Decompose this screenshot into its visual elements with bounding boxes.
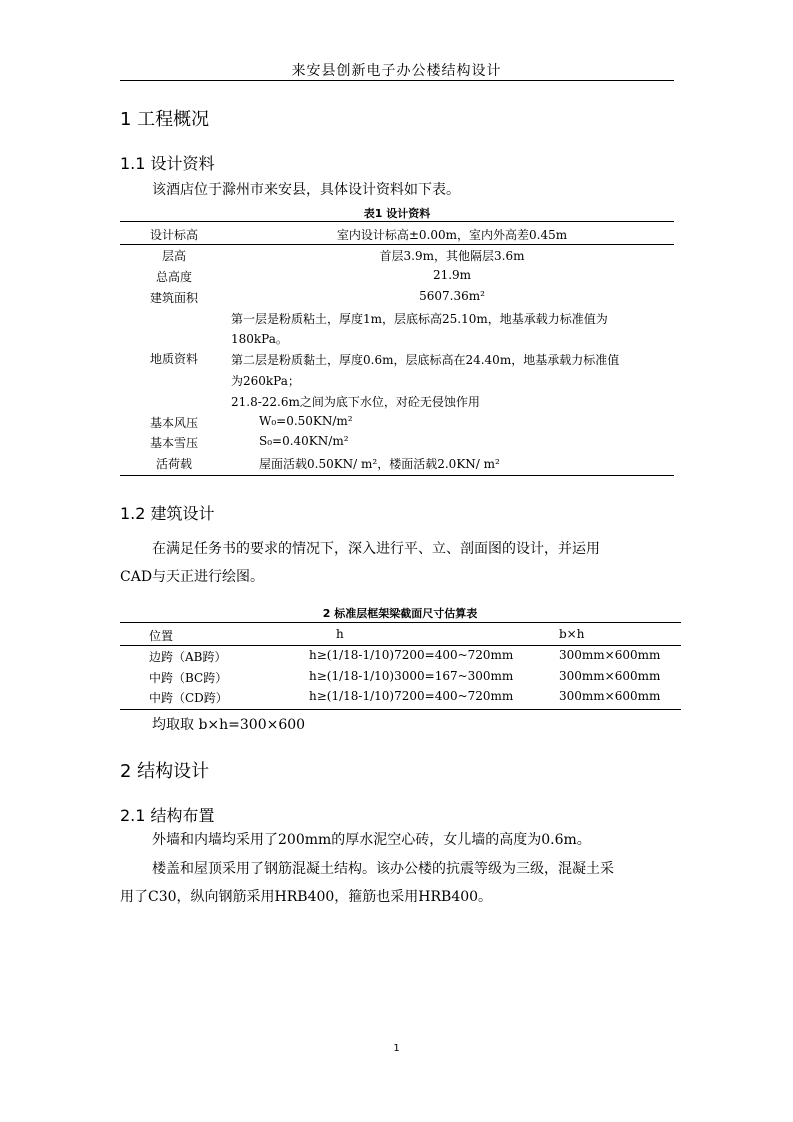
table2-cell: 300mm×600mm [559, 669, 661, 683]
table2-col-header: h [336, 627, 344, 641]
table1-geology-label: 地质资料 [149, 352, 198, 366]
table2-col-header: 位置 [149, 629, 174, 643]
section-1-2-heading: 1.2 建筑设计 [120, 504, 215, 523]
table2-cell: 300mm×600mm [559, 689, 661, 703]
section-2-1-paragraph: 外墙和内墙均采用了200mm的厚水泥空心砖，女儿墙的高度为0.6m。 [152, 832, 591, 848]
section-2-1-heading: 2.1 结构布置 [120, 806, 215, 825]
section-1-1-intro: 该酒店位于滁州市来安县，具体设计资料如下表。 [152, 182, 460, 198]
table2-caption: 2 标准层框架梁截面尺寸估算表 [322, 607, 478, 620]
table1-bottom-rule [120, 475, 674, 476]
table1-geology-line: 为260kPa； [231, 374, 300, 388]
table1-header-value: 室内设计标高±0.00m，室内外高差0.45m [336, 228, 568, 242]
section-2-heading: 2 结构设计 [120, 761, 210, 782]
table2-bottom-rule [120, 709, 681, 710]
table1-geology-line: 第二层是粉质黏土，厚度0.6m，层底标高在24.40m，地基承载力标准值 [231, 353, 620, 367]
table2-cell: 300mm×600mm [559, 648, 661, 662]
table2-top-rule [120, 622, 681, 623]
section-1-heading: 1 工程概况 [120, 109, 210, 130]
table1-snow-label: 基本雪压 [149, 436, 198, 450]
table1-row-label: 总高度 [155, 270, 192, 284]
table1-geology-line: 第一层是粉质粘土，厚度1m，层底标高25.10m，地基承载力标准值为 [231, 312, 608, 326]
table1-row-value: 21.9m [432, 268, 472, 282]
table1-snow-value: S₀=0.40KN/m² [259, 434, 349, 448]
table2-cell: h≥(1/18-1/10)7200=400~720mm [309, 648, 514, 662]
table1-row-value: 首层3.9m，其他隔层3.6m [379, 249, 525, 263]
table2-cell: h≥(1/18-1/10)7200=400~720mm [309, 689, 514, 703]
table1-top-rule [120, 221, 674, 222]
table2-cell: 中跨（CD跨） [149, 691, 228, 705]
section-1-2-paragraph-line: CAD与天正进行绘图。 [120, 569, 265, 585]
table1-header-label: 设计标高 [149, 228, 198, 242]
table1-wind-label: 基本风压 [149, 416, 198, 430]
table1-live-load-label: 活荷载 [155, 457, 192, 471]
table1-geology-line: 180kPa。 [231, 332, 288, 346]
table1-row-label: 层高 [161, 249, 186, 263]
table2-header-rule [120, 645, 681, 646]
section-2-1-paragraph-line: 楼盖和屋顶采用了钢筋混凝土结构。该办公楼的抗震等级为三级，混凝土采 [152, 861, 614, 877]
table2-cell: h≥(1/18-1/10)3000=167~300mm [309, 669, 514, 683]
section-1-1-heading: 1.1 设计资料 [120, 154, 215, 173]
table1-caption: 表1 设计资料 [363, 207, 431, 220]
table1-geology-line: 21.8-22.6m之间为底下水位，对砼无侵蚀作用 [231, 395, 480, 409]
section-2-1-paragraph-line: 用了C30，纵向钢筋采用HRB400，箍筋也采用HRB400。 [120, 889, 493, 905]
table1-row-value: 5607.36m² [419, 289, 485, 303]
table1-live-load-value: 屋面活载0.50KN/ m²，楼面活载2.0KN/ m² [259, 457, 500, 471]
table2-cell: 边跨（AB跨） [149, 650, 227, 664]
header-divider [120, 80, 674, 81]
table2-note: 均取取 b×h=300×600 [152, 717, 306, 733]
table2-cell: 中跨（BC跨） [149, 671, 228, 685]
table2-col-header: b×h [559, 627, 585, 641]
table1-wind-value: W₀=0.50KN/m² [259, 414, 353, 428]
table1-header-rule [120, 244, 674, 245]
section-1-2-paragraph-line: 在满足任务书的要求的情况下，深入进行平、立、剖面图的设计，并运用 [152, 541, 600, 557]
running-header: 来安县创新电子办公楼结构设计 [291, 63, 502, 79]
page-number: 1 [393, 1043, 400, 1054]
table1-row-label: 建筑面积 [149, 291, 198, 305]
